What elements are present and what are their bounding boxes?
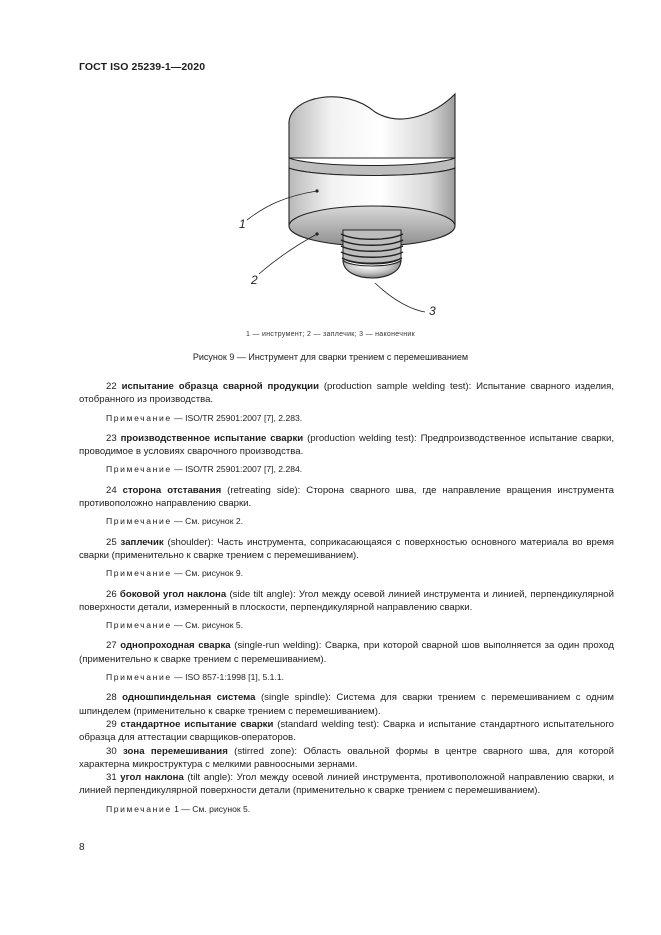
- callout-2-leader: [259, 234, 317, 274]
- term-entry-22: 22 испытание образца сварной продукции (production sample welding test): Испытание сварного изделия, отобранного из производства.: [79, 381, 615, 406]
- term-entry-28: 28 одношпиндельная система (single spindle): Система для сварки трением с перемешиванием с одним шпинделем (применительно к сварке трением с перемешиванием).: [79, 692, 614, 717]
- terms-list: [79, 380, 614, 816]
- note-23: Примечание — ISO/TR 25901:2007 [7], 2.284.: [106, 464, 303, 475]
- document-standard-header: ГОСТ ISO 25239-1—2020: [79, 61, 206, 73]
- term-entry-29: 29 стандартное испытание сварки (standard welding test): Сварка и испытание стандартного испытательного образца для аттестации сварщиков-операторов.: [79, 718, 614, 744]
- term-entry-27: 27 однопроходная сварка (single-run welding): Сварка, при которой сварной шов выполняется за один проход (применительно к сварке трением с перемешиванием).: [79, 640, 614, 665]
- tool-figure: [225, 88, 485, 328]
- note-27: Примечание — ISO 857-1:1998 [1], 5.1.1.: [106, 672, 285, 683]
- term-entry-24: 24 сторона отставания (retreating side): Сторона сварного шва, где направление вращения инструмента противоположно направлению сварки.: [79, 484, 614, 510]
- term-entry-23: 23 производственное испытание сварки (production welding test): Предпроизводственное испытание сварки, проводимое в условиях сварочного производства.: [79, 432, 614, 458]
- term-entry-26: 26 боковой угол наклона (side tilt angle): Угол между осевой линией инструмента и линией, перпендикулярной поверхности детали, измеренный в плоскости, перпендикулярной направлению сварки.: [79, 588, 615, 613]
- callout-1-label: 1: [239, 217, 246, 231]
- tool-upper-body: [289, 94, 455, 158]
- callout-2-label: 2: [251, 273, 258, 287]
- note-25: Примечание — См. рисунок 9.: [106, 568, 244, 579]
- term-entry-31: 31 угол наклона (tilt angle): Угол между осевой линией инструмента, противоположной направлению сварки, и линией перпендикулярной поверхности детали (применительно к сварке трением с перемешиванием).: [79, 772, 614, 797]
- callout-3-leader: [375, 283, 425, 312]
- note-24: Примечание — См. рисунок 2.: [106, 516, 244, 527]
- figure-legend: 1 — инструмент; 2 — заплечик; 3 — наконечник: [246, 331, 415, 338]
- figure-caption: Рисунок 9 — Инструмент для сварки трением с перемешиванием: [192, 352, 469, 362]
- note-26: Примечание — См. рисунок 5.: [106, 620, 244, 631]
- note-22: Примечание — ISO/TR 25901:2007 [7], 2.283.: [106, 412, 303, 423]
- tool-threaded-pin: [341, 230, 403, 264]
- note-31: Примечание 1 — См. рисунок 5.: [106, 803, 251, 814]
- callout-3-label: 3: [429, 304, 436, 318]
- term-entry-25: 25 заплечик (shoulder): Часть инструмента, соприкасающаяся с поверхностью основного материала во время сварки (применительно к сварке трением с перемешиванием).: [79, 536, 614, 561]
- page-number: 8: [79, 842, 85, 853]
- term-entry-30: 30 зона перемешивания (stirred zone): Область овальной формы в центре сварного шва, для которой характерна микроструктура с мелкими равноосными зернами.: [79, 745, 615, 770]
